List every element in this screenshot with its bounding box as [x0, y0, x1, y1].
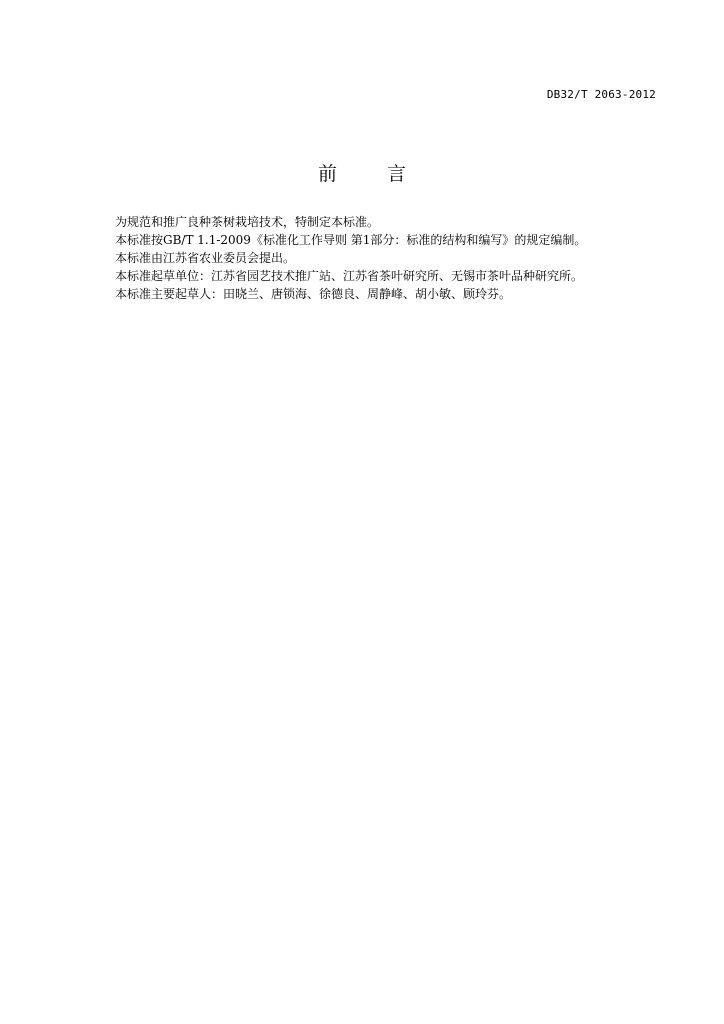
page-title: 前 言: [317, 163, 429, 185]
paragraph-drafters: 本标准主要起草人：田晓兰、唐锁海、徐德良、周静峰、胡小敏、顾玲芬。: [115, 287, 512, 301]
foreword-body: [115, 213, 675, 303]
standard-code: DB32/T 2063-2012: [546, 88, 656, 101]
paragraph-drafting-units: 本标准起草单位：江苏省园艺技术推广站、江苏省茶叶研究所、无锡市茶叶品种研究所。: [115, 269, 584, 283]
paragraph-drafting-rules: 本标准按GB/T 1.1-2009《标准化工作导则 第1部分：标准的结构和编写》的规定编制。: [115, 233, 587, 247]
paragraph-purpose: 为规范和推广良种茶树栽培技术，特制定本标准。: [115, 215, 380, 229]
paragraph-proposer: 本标准由江苏省农业委员会提出。: [115, 251, 296, 265]
